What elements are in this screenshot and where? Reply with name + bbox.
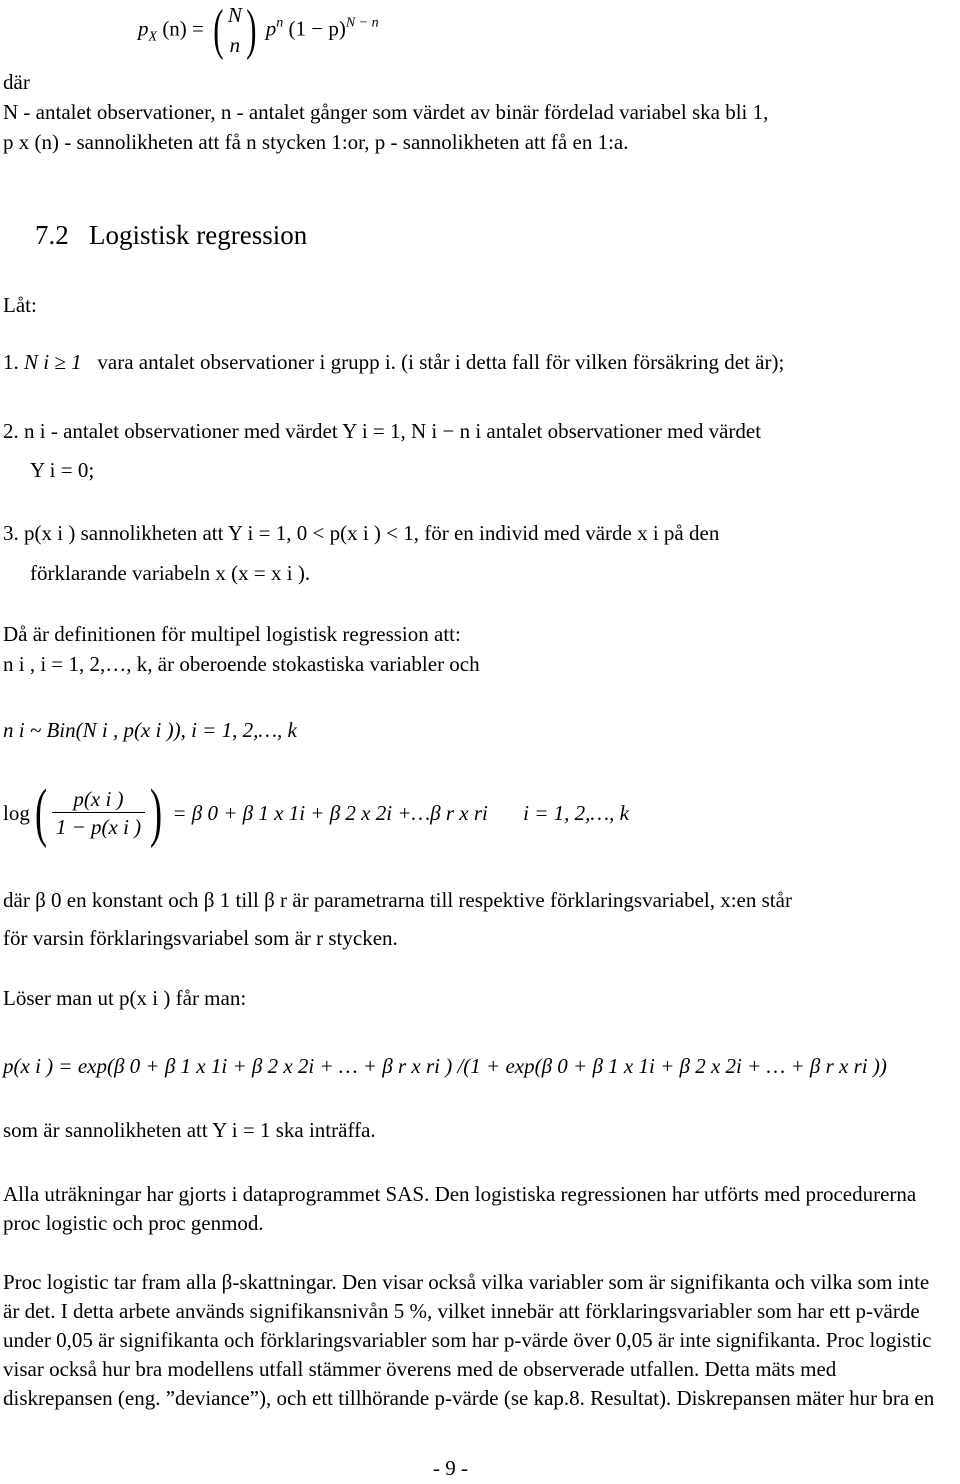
- pmf-rest-sup: N − n: [345, 15, 379, 31]
- binom-left-paren: (: [213, 0, 224, 62]
- section-number: 7.2: [35, 220, 69, 250]
- beta-explanation-line-2: för varsin förklaringsvariabel som är r stycken.: [3, 926, 398, 950]
- formula-pmf: [138, 0, 379, 61]
- logit-log: log: [3, 800, 30, 825]
- logit-right-paren: ): [150, 776, 163, 849]
- dar-label: där: [3, 70, 30, 94]
- item-1-math: N i ≥ 1: [24, 350, 82, 374]
- definition-line-2: p x (n) - sannolikheten att få n stycken 1:or, p - sannolikheten att få en 1:a.: [3, 130, 629, 154]
- item-2-line-1: [3, 419, 761, 443]
- binomial-distribution-line: n i ~ Bin(N i , p(x i )), i = 1, 2,…, k: [3, 718, 297, 742]
- pmf-p: p: [265, 16, 277, 41]
- solution-formula: p(x i ) = exp(β 0 + β 1 x 1i + β 2 x 2i + … + β r x ri ) /(1 + exp(β 0 + β 1 x 1i + β 2 x 2i + … + β r x ri )): [3, 1054, 887, 1078]
- solve-intro: Löser man ut p(x i ) får man:: [3, 986, 247, 1010]
- logit-formula: [3, 776, 629, 849]
- beta-explanation-line-1: där β 0 en konstant och β 1 till β r är parametrarna till respektive förklaringsvariabel, x:en står: [3, 888, 792, 912]
- item-1-text: vara antalet observationer i grupp i. (i står i detta fall för vilken försäkring det är);: [97, 350, 785, 374]
- logit-denominator: 1 − p(x i ): [52, 812, 145, 839]
- paragraph-proc-logistic: Proc logistic tar fram alla β-skattningar. Den visar också vilka variabler som är signifikanta och vilka som inte är det. I detta arbete används signifikansnivån 5 %, vilket innebär att förklaringsvariabler som har ett p-värde under 0,05 är signifikanta och förklaringsvariabler som har p-värde över 0,05 är inte signifikanta. Proc logistic visar också hur bra modellens utfall stämmer överens med de observerade utfallen. Detta mäts med diskrepansen (eng. ”deviance”), och ett tillhörande p-värde (se kap.8. Resultat). Diskrepansen mäter hur bra en: [3, 1270, 935, 1410]
- binomial-coefficient: [228, 0, 242, 61]
- item-2-text: n i - antalet observationer med värdet Y i = 1, N i − n i antalet observationer med värdet: [24, 419, 762, 443]
- logit-left-paren: (: [34, 776, 47, 849]
- pmf-lhs-sub: X: [148, 29, 158, 45]
- item-2-prefix: 2.: [3, 419, 19, 443]
- definition-line-1: N - antalet observationer, n - antalet gånger som värdet av binär fördelad variabel ska bli 1,: [3, 100, 769, 124]
- item-3-line-1: [3, 521, 719, 545]
- probability-line: som är sannolikheten att Y i = 1 ska inträffa.: [3, 1118, 376, 1142]
- logit-numerator: p(x i ): [73, 786, 124, 811]
- paragraph-sas: Alla uträkningar har gjorts i dataprogrammet SAS. Den logistiska regressionen har utförts med procedurerna proc logistic och proc genmod.: [3, 1182, 917, 1235]
- logit-fraction: [52, 787, 145, 839]
- item-3-text: p(x i ) sannolikheten att Y i = 1, 0 < p(x i ) < 1, för en individ med värde x i på den: [24, 521, 720, 545]
- pmf-p-sup: n: [276, 15, 284, 31]
- definition-intro: Då är definitionen för multipel logistisk regression att:: [3, 622, 461, 646]
- independence-line: n i , i = 1, 2,…, k, är oberoende stokastiska variabler och: [3, 652, 480, 676]
- item-2-line-2: Y i = 0;: [30, 458, 95, 482]
- binom-right-paren: ): [246, 0, 257, 62]
- pmf-arg: (n) =: [162, 16, 204, 41]
- lat-label: Låt:: [3, 293, 37, 317]
- section-title: Logistisk regression: [89, 220, 308, 250]
- binom-bottom: n: [229, 33, 241, 58]
- page-number: - 9 -: [433, 1456, 468, 1480]
- item-1-prefix: 1.: [3, 350, 19, 374]
- item-1: [3, 350, 784, 374]
- item-3-line-2: förklarande variabeln x (x = x i ).: [30, 561, 311, 585]
- logit-rhs: = β 0 + β 1 x 1i + β 2 x 2i +…β r x ri: [172, 800, 488, 825]
- section-heading: [35, 220, 307, 251]
- pmf-lhs: p: [138, 16, 149, 41]
- binom-top: N: [227, 3, 242, 27]
- logit-index: i = 1, 2,…, k: [523, 800, 629, 825]
- item-3-prefix: 3.: [3, 521, 19, 545]
- pmf-rest: (1 − p): [288, 16, 346, 41]
